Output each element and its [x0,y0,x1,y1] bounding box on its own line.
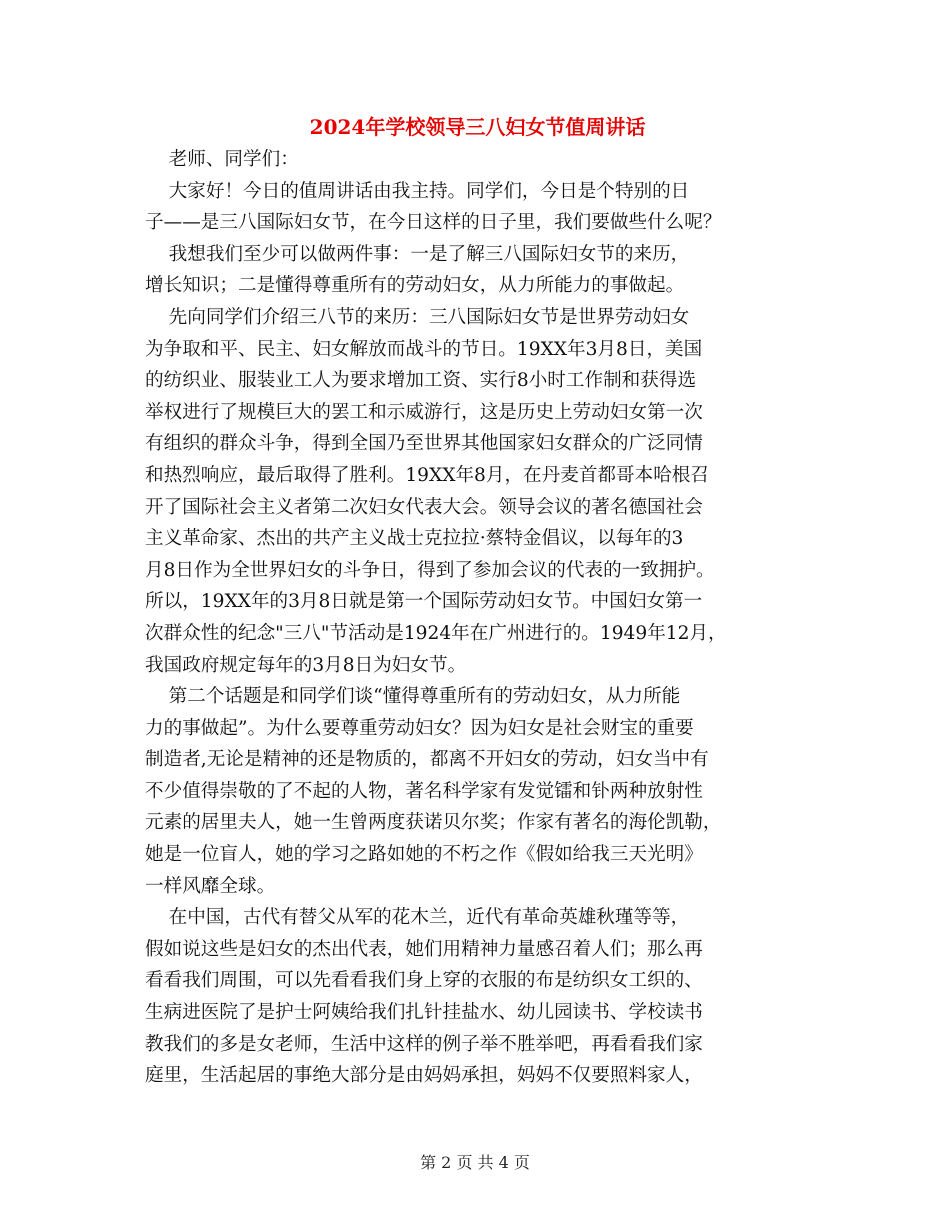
body-line: 教我们的多是女老师，生活中这样的例子举不胜举吧，再看看我们家 [145,1033,703,1055]
body-line: 第二个话题是和同学们谈“懂得尊重所有的劳动妇女，从力所能 [145,686,681,708]
body-line: 为争取和平、民主、妇女解放而战斗的节日。19XX年3月8日，美国 [145,338,703,360]
body-line: 她是一位盲人，她的学习之路如她的不朽之作《假如给我三天光明》 [145,844,703,866]
body-line: 老师、同学们： [145,149,299,170]
body-line: 力的事做起”。为什么要尊重劳动妇女？因为妇女是社会财宝的重要 [145,717,694,739]
body-line: 所以，19XX年的3月8日就是第一个国际劳动妇女节。中国妇女第一 [145,591,703,613]
body-line: 和热烈响应，最后取得了胜利。19XX年8月，在丹麦首都哥本哈根召 [145,464,709,486]
body-line: 有组织的群众斗争，得到全国乃至世界其他国家妇女群众的广泛同情 [145,433,703,455]
body-line: 生病进医院了是护士阿姨给我们扎针挂盐水、幼儿园读书、学校读书 [145,1002,703,1024]
body-line: 不少值得崇敬的了不起的人物，著名科学家有发觉镭和钋两种放射性 [145,780,703,802]
page-number-footer: 第 2 页 共 4 页 [420,1153,530,1172]
document-body [145,144,810,1092]
body-line: 制造者,无论是精神的还是物质的，都离不开妇女的劳动，妇女当中有 [145,749,709,771]
body-line: 月8日作为全世界妇女的斗争日，得到了参加会议的代表的一致拥护。 [145,559,715,581]
body-line: 假如说这些是妇女的杰出代表，她们用精神力量感召着人们；那么再 [145,938,703,960]
body-line: 先向同学们介绍三八节的来历：三八国际妇女节是世界劳动妇女 [145,306,690,328]
body-line: 一样风靡全球。 [145,875,276,897]
body-line: 大家好！今日的值周讲话由我主持。同学们，今日是个特别的日 [145,180,690,202]
body-line: 子——是三八国际妇女节，在今日这样的日子里，我们要做些什么呢？ [145,212,722,234]
body-line: 主义革命家、杰出的共产主义战士克拉拉·蔡特金倡议，以每年的3 [145,528,684,550]
body-line: 看看我们周围，可以先看看我们身上穿的衣服的布是纺织女工织的、 [145,970,703,992]
body-line: 举权进行了规模巨大的罢工和示威游行，这是历史上劳动妇女第一次 [145,401,703,423]
body-line: 庭里，生活起居的事绝大部分是由妈妈承担，妈妈不仅要照料家人， [145,1065,703,1087]
body-line: 次群众性的纪念"三八"节活动是1924年在广州进行的。1949年12月， [145,622,727,644]
document-title: 2024年学校领导三八妇女节值周讲话 [309,115,646,139]
body-line: 我国政府规定每年的3月8日为妇女节。 [145,654,467,676]
body-line: 增长知识；二是懂得尊重所有的劳动妇女，从力所能力的事做起。 [145,275,685,297]
body-line: 在中国，古代有替父从军的花木兰，近代有革命英雄秋瑾等等， [145,907,690,929]
body-line: 开了国际社会主义者第二次妇女代表大会。领导会议的著名德国社会 [145,496,703,518]
body-line: 我想我们至少可以做两件事：一是了解三八国际妇女节的来历， [145,243,690,265]
body-line: 的纺织业、服装业工人为要求增加工资、实行8小时工作制和获得选 [145,370,697,392]
body-line: 元素的居里夫人，她一生曾两度获诺贝尔奖；作家有著名的海伦凯勒， [145,812,722,834]
